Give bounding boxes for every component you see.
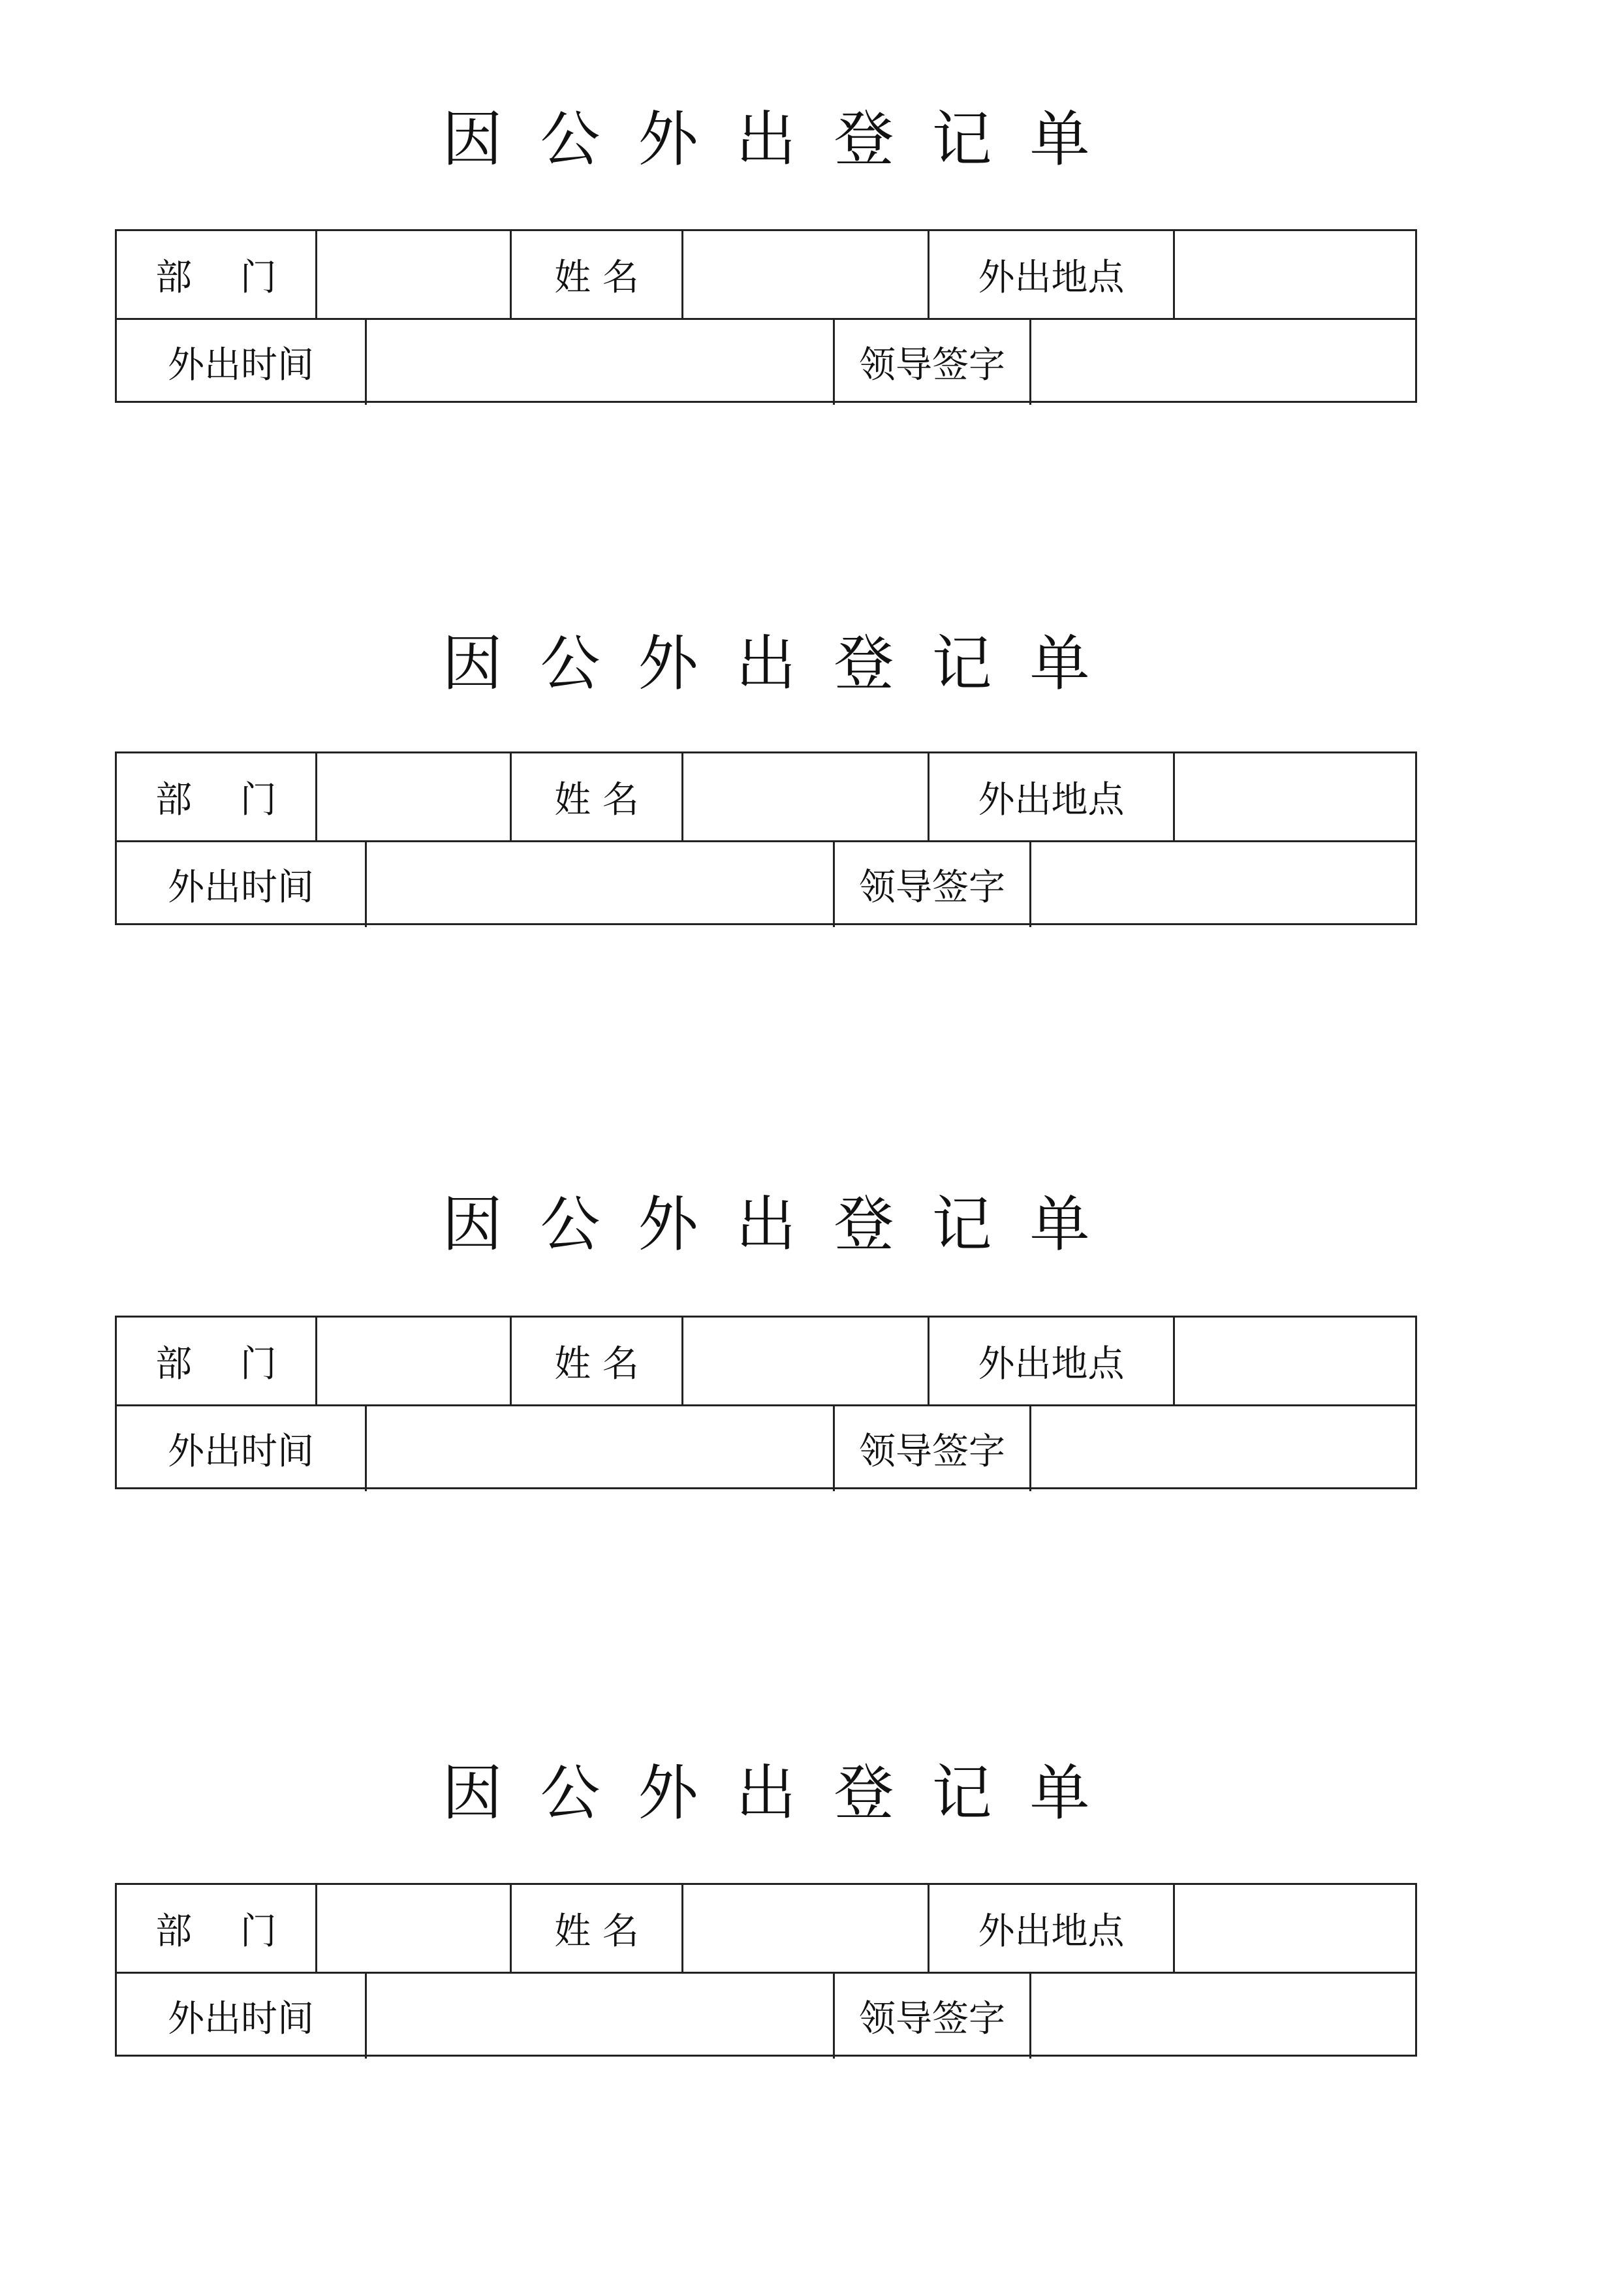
signature-field[interactable] <box>1029 1974 1419 2059</box>
label-time: 外出时间 <box>168 1998 314 2040</box>
place-field[interactable] <box>1173 1318 1419 1404</box>
label-time: 外出时间 <box>168 344 314 387</box>
label-place: 外出地点 <box>928 1885 1173 1972</box>
place-field[interactable] <box>1173 753 1419 840</box>
form-row-1 <box>117 753 1415 840</box>
form-table <box>115 1316 1417 1489</box>
form-row-1 <box>117 1885 1415 1972</box>
name-field[interactable] <box>681 1885 928 1972</box>
time-field[interactable] <box>365 842 833 927</box>
form-title: 因公外出登记单 <box>442 1758 1128 1828</box>
label-name: 姓 名 <box>510 1318 681 1404</box>
form-row-2 <box>117 1404 1415 1491</box>
form-table <box>115 751 1417 925</box>
label-sign: 领导签字 <box>833 842 1029 927</box>
label-sign: 领导签字 <box>833 1406 1029 1491</box>
name-field[interactable] <box>681 1318 928 1404</box>
form-row-1 <box>117 1318 1415 1404</box>
label-time: 外出时间 <box>168 1430 314 1473</box>
form-title: 因公外出登记单 <box>442 629 1128 699</box>
time-field[interactable] <box>365 1406 833 1491</box>
form-table <box>115 1883 1417 2057</box>
form-table <box>115 229 1417 403</box>
label-place: 外出地点 <box>928 753 1173 840</box>
label-sign: 领导签字 <box>833 320 1029 405</box>
department-field[interactable] <box>315 231 510 318</box>
place-field[interactable] <box>1173 1885 1419 1972</box>
form-title: 因公外出登记单 <box>442 104 1128 174</box>
label-dept: 部 门 <box>155 1342 277 1385</box>
label-dept: 部 门 <box>155 1910 277 1953</box>
form-row-2 <box>117 318 1415 405</box>
label-name: 姓 名 <box>510 1885 681 1972</box>
label-place: 外出地点 <box>928 1318 1173 1404</box>
department-field[interactable] <box>315 1885 510 1972</box>
label-name: 姓 名 <box>510 231 681 318</box>
name-field[interactable] <box>681 231 928 318</box>
signature-field[interactable] <box>1029 842 1419 927</box>
form-row-2 <box>117 840 1415 927</box>
label-time: 外出时间 <box>168 866 314 909</box>
label-sign: 领导签字 <box>833 1974 1029 2059</box>
label-place: 外出地点 <box>928 231 1173 318</box>
department-field[interactable] <box>315 1318 510 1404</box>
name-field[interactable] <box>681 753 928 840</box>
department-field[interactable] <box>315 753 510 840</box>
label-name: 姓 名 <box>510 753 681 840</box>
signature-field[interactable] <box>1029 1406 1419 1491</box>
time-field[interactable] <box>365 320 833 405</box>
form-row-1 <box>117 231 1415 318</box>
time-field[interactable] <box>365 1974 833 2059</box>
place-field[interactable] <box>1173 231 1419 318</box>
signature-field[interactable] <box>1029 320 1419 405</box>
label-dept: 部 门 <box>155 256 277 299</box>
form-title: 因公外出登记单 <box>442 1190 1128 1259</box>
label-dept: 部 门 <box>155 778 277 821</box>
form-row-2 <box>117 1972 1415 2059</box>
